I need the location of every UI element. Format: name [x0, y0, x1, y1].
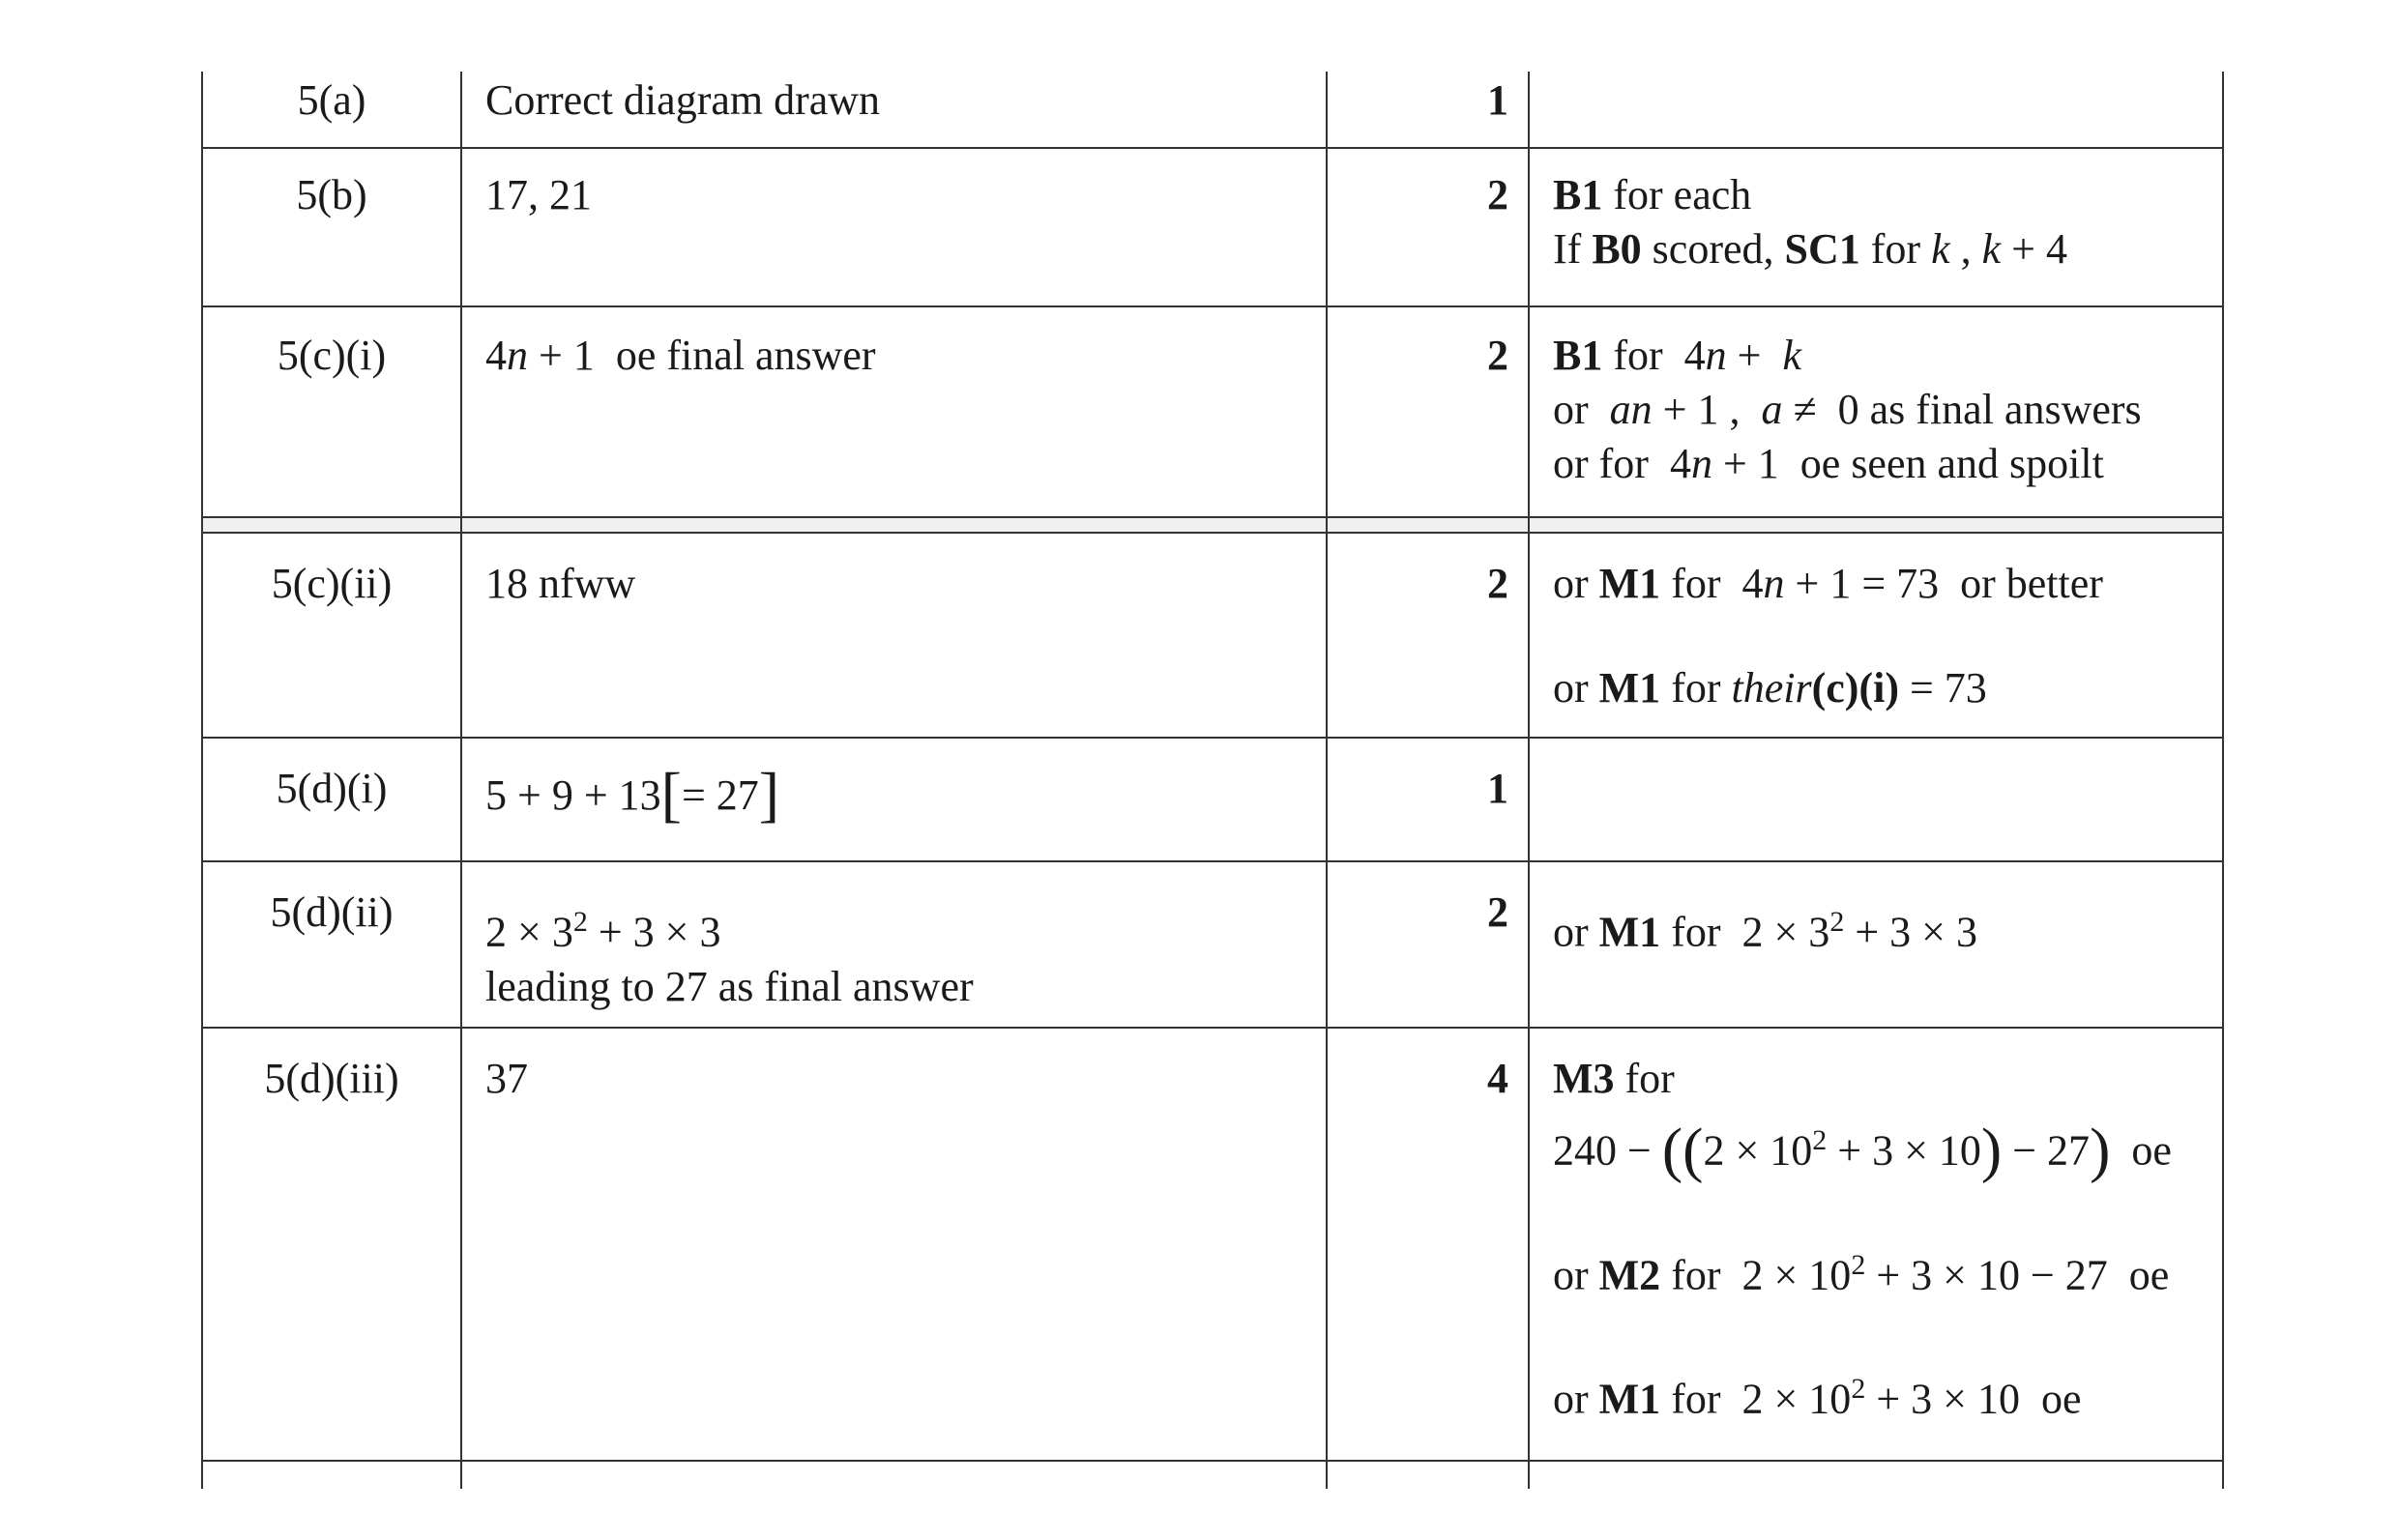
guidance-line: B1 for each — [1553, 171, 1752, 218]
guidance-cell — [1528, 149, 2224, 305]
guidance-line: or M1 for $2 \times 3^2 + 3 \times 3$ — [1553, 906, 1977, 956]
guidance-cell — [1528, 739, 2224, 860]
guidance-cell — [1528, 307, 2224, 516]
guidance-line: or M1 for 4n + 1 = 73 or better — [1553, 560, 2103, 607]
answer-line: $2 \times 3^2 + 3 \times 3$ — [485, 906, 721, 956]
table-row — [201, 534, 2224, 739]
answer-cell — [460, 862, 1326, 1027]
question-number: 5(c)(ii) — [201, 534, 460, 737]
answer-cell — [460, 307, 1326, 516]
answer-cell — [460, 534, 1326, 737]
marks-cell: 2 — [1326, 534, 1528, 737]
marks-cell: 2 — [1326, 149, 1528, 305]
answer-cell — [460, 72, 1326, 147]
guidance-line: $240 - ((2 \times 10^2 + 3 \times 10) - 27)$ oe — [1553, 1115, 2172, 1184]
answer-line: 17, 21 — [485, 171, 592, 218]
mark-scheme-table — [201, 72, 2224, 1489]
guidance-cell — [1528, 1029, 2224, 1460]
table-row — [201, 1029, 2224, 1462]
table-row-continuation — [201, 1462, 2224, 1489]
guidance-line: or for 4n + 1 oe seen and spoilt — [1553, 440, 2104, 487]
marks-cell: 4 — [1326, 1029, 1528, 1460]
answer-cell — [460, 149, 1326, 305]
guidance-cell — [1528, 72, 2224, 147]
answer-line: Correct diagram drawn — [485, 76, 881, 124]
question-number: 5(d)(i) — [201, 739, 460, 860]
marks-cell: 2 — [1326, 307, 1528, 516]
answer-cell — [460, 1029, 1326, 1460]
guidance-line: or M1 for their(c)(i) = 73 — [1553, 664, 1987, 712]
question-number: 5(d)(ii) — [201, 862, 460, 1027]
question-number: 5(b) — [201, 149, 460, 305]
question-number: 5(a) — [201, 72, 460, 147]
guidance-line: or an + 1 , a ≠ 0 as final answers — [1553, 386, 2142, 433]
guidance-cell — [1528, 862, 2224, 1027]
answer-line: 37 — [485, 1055, 528, 1102]
guidance-line: B1 for 4n + k — [1553, 332, 1802, 379]
answer-line: 18 nfww — [485, 560, 636, 607]
table-row — [201, 149, 2224, 307]
page-break-divider — [201, 518, 2224, 534]
answer-line: leading to 27 as final answer — [485, 962, 974, 1010]
guidance-line: M3 for — [1553, 1055, 1675, 1102]
marks-cell: 2 — [1326, 862, 1528, 1027]
guidance-cell — [1528, 534, 2224, 737]
table-row — [201, 739, 2224, 862]
guidance-line: or M1 for $2 \times 10^2 + 3 \times 10$ oe — [1553, 1373, 2082, 1423]
table-row — [201, 72, 2224, 149]
marks-cell: 1 — [1326, 739, 1528, 860]
table-row — [201, 307, 2224, 518]
guidance-line: or M2 for $2 \times 10^2 + 3 \times 10 - 27$ oe — [1553, 1248, 2170, 1299]
table-row — [201, 862, 2224, 1029]
question-number: 5(c)(i) — [201, 307, 460, 516]
marks-cell: 1 — [1326, 72, 1528, 147]
answer-line: 4n + 1 oe final answer — [485, 332, 876, 379]
question-number: 5(d)(iii) — [201, 1029, 460, 1460]
guidance-line: If B0 scored, SC1 for k , k + 4 — [1553, 225, 2067, 273]
answer-line: 5 + 9 + 13[= 27] — [485, 760, 780, 828]
answer-cell — [460, 739, 1326, 860]
